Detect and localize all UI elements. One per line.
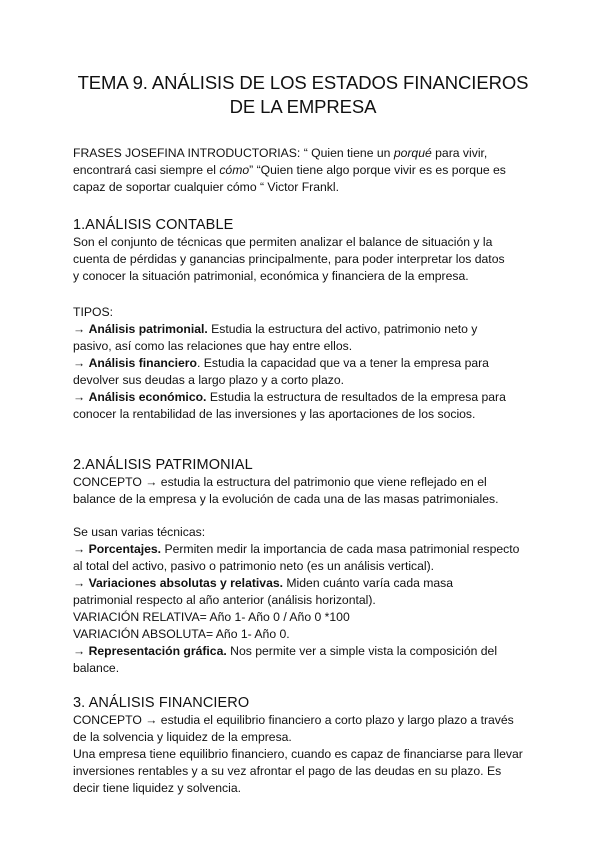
- technique-porcentajes: [73, 541, 523, 575]
- intro-text-1: FRASES JOSEFINA INTRODUCTORIAS: “ Quien tiene un: [73, 146, 394, 160]
- technique-description: Miden cuánto varía cada masa patrimonial respecto al año anterior (análisis horizontal).: [73, 576, 454, 607]
- intro-quote: [73, 145, 513, 196]
- section1-definition: Son el conjunto de técnicas que permiten analizar el balance de situación y la cuenta de pérdidas y ganancias principalmente, para poder interpretar los datos y conocer la situación patrimonial, económica y financiera de la empresa.: [73, 235, 505, 283]
- technique-name: Representación gráfica.: [88, 644, 227, 658]
- techniques-label: Se usan varias técnicas:: [73, 525, 206, 539]
- technique-description: Permiten medir la importancia de cada masa patrimonial respecto al total del activo, pasivo o patrimonio neto (es un análisis vertical).: [73, 542, 520, 573]
- section3-paragraph: Una empresa tiene equilibrio financiero, cuando es capaz de financiarse para llevar inversiones rentables y a su vez afrontar el pago de las deudas en su plazo. Es decir tiene liquidez y solvencia.: [73, 747, 523, 795]
- types-label: TIPOS:: [73, 305, 113, 319]
- type-item-economico: [73, 389, 523, 423]
- document-page: [73, 71, 533, 797]
- technique-variaciones: [73, 575, 503, 609]
- document-title: [73, 71, 533, 119]
- type-description: Estudia la estructura del activo, patrimonio neto y pasivo, así como las relaciones que hay entre ellos.: [73, 322, 478, 353]
- technique-name: Variaciones absolutas y relativas.: [88, 576, 284, 590]
- type-name: Análisis económico.: [88, 390, 207, 404]
- type-description: . Estudia la capacidad que va a tener la empresa para devolver sus deudas a largo plazo y a corto plazo.: [73, 356, 489, 387]
- arrow-icon: →: [73, 322, 89, 336]
- intro-emphasis-porque: porqué: [393, 146, 432, 160]
- arrow-icon: →: [73, 356, 89, 370]
- title-line-2: DE LA EMPRESA: [229, 96, 377, 117]
- intro-text-3: ” “Quien tiene algo porque vivir es es porque es capaz de soportar cualquier cómo “ Victor Frankl.: [73, 163, 506, 194]
- type-description: Estudia la estructura de resultados de la empresa para conocer la rentabilidad de las inversiones y las aportaciones de los socios.: [73, 390, 506, 421]
- type-item-patrimonial: [73, 321, 518, 355]
- formula-variacion-relativa: VARIACIÓN RELATIVA= Año 1- Año 0 / Año 0 *100: [73, 610, 350, 624]
- arrow-icon: →: [73, 576, 89, 590]
- technique-representacion: [73, 643, 513, 677]
- section-heading-analisis-contable: 1.ANÁLISIS CONTABLE: [73, 217, 234, 233]
- intro-emphasis-como: cómo: [219, 163, 250, 177]
- intro-text-2: para vivir, encontrará casi siempre el: [73, 146, 488, 177]
- arrow-icon: →: [73, 390, 89, 404]
- section-heading-analisis-financiero: 3. ANÁLISIS FINANCIERO: [73, 695, 250, 711]
- technique-description: Nos permite ver a simple vista la composición del balance.: [73, 644, 498, 675]
- arrow-icon: →: [73, 542, 89, 556]
- type-name: Análisis patrimonial.: [88, 322, 208, 336]
- type-item-financiero: [73, 355, 493, 389]
- section2-concept: CONCEPTO → estudia la estructura del patrimonio que viene reflejado en el balance de la empresa y la evolución de cada una de las masas patrimoniales.: [73, 475, 499, 506]
- formula-variacion-absoluta: VARIACIÓN ABSOLUTA= Año 1- Año 0.: [73, 627, 290, 641]
- section3-concept: CONCEPTO → estudia el equilibrio financiero a corto plazo y largo plazo a través de la solvencia y liquidez de la empresa.: [73, 713, 514, 744]
- type-name: Análisis financiero: [88, 356, 197, 370]
- section-heading-analisis-patrimonial: 2.ANÁLISIS PATRIMONIAL: [73, 457, 253, 473]
- title-line-1: TEMA 9. ANÁLISIS DE LOS ESTADOS FINANCIEROS: [77, 72, 529, 93]
- arrow-icon: →: [73, 644, 89, 658]
- technique-name: Porcentajes.: [88, 542, 162, 556]
